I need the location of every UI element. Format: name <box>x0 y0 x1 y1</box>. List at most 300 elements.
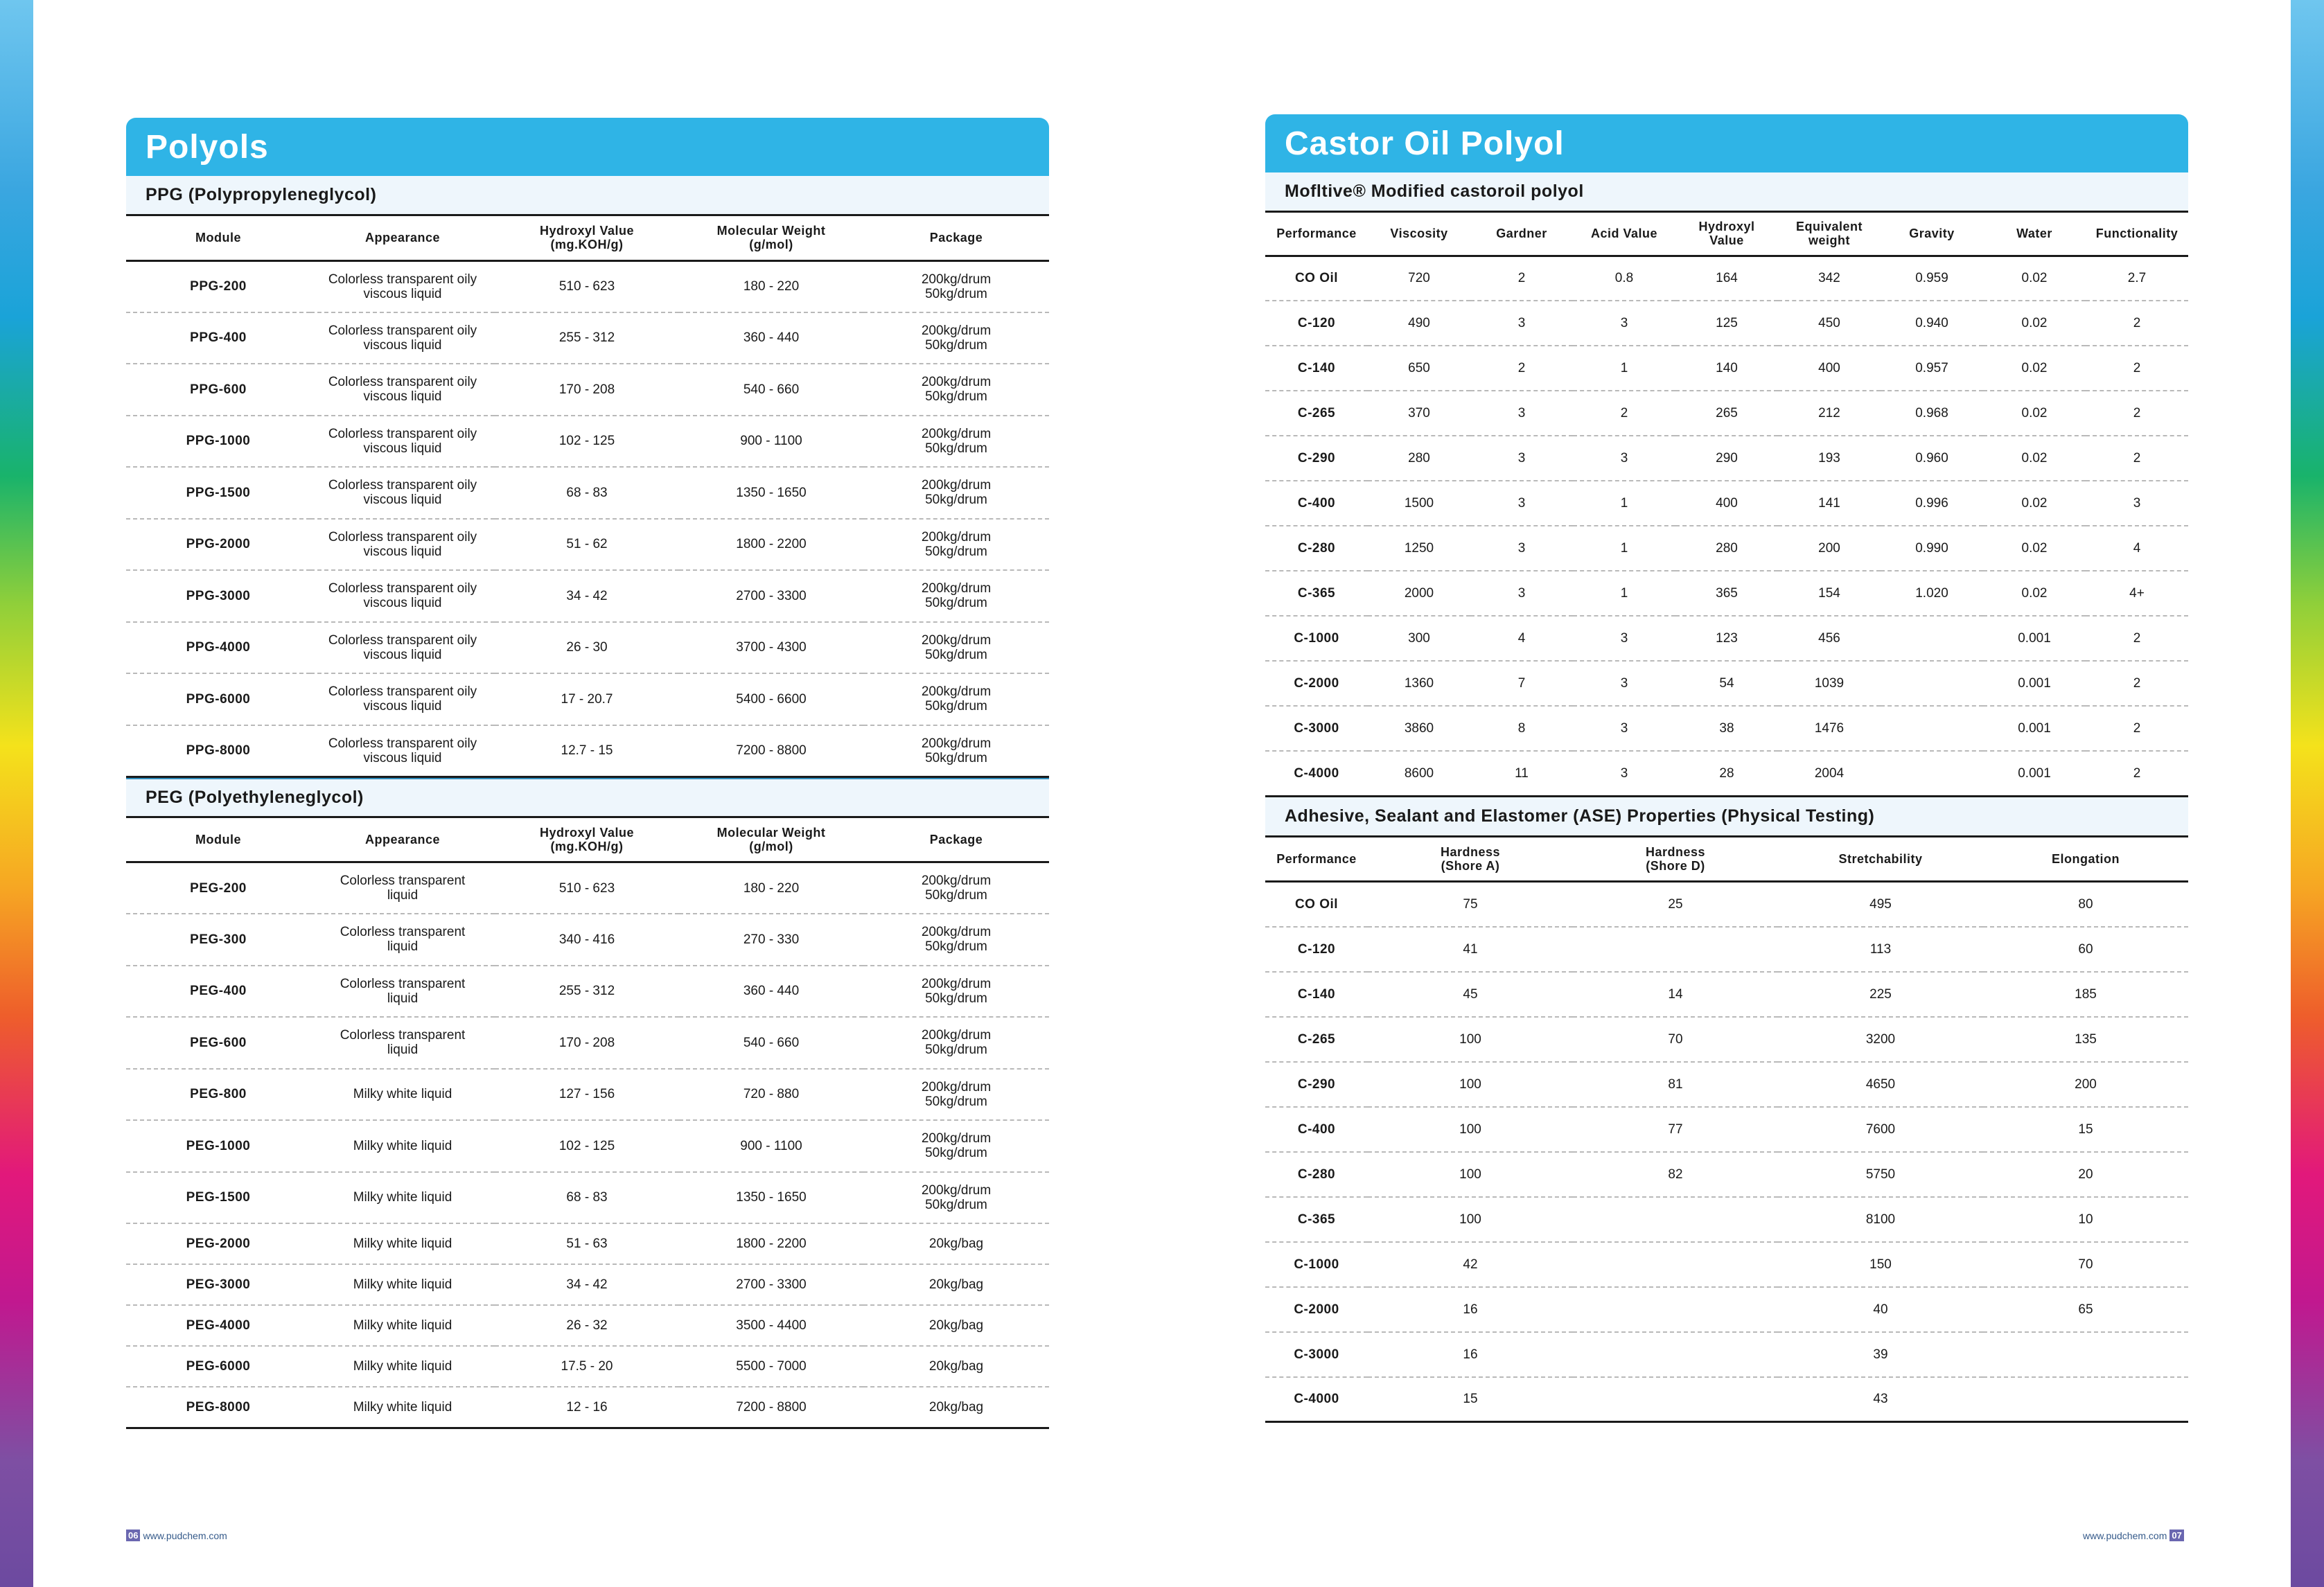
table-cell: 3 <box>1470 301 1573 346</box>
column-header: Gravity <box>1881 213 1983 256</box>
table-cell: 1476 <box>1778 706 1881 751</box>
peg-body <box>126 862 1049 1428</box>
table-cell: 0.001 <box>1983 751 2086 796</box>
table-cell: 4650 <box>1778 1062 1983 1107</box>
table-cell: 2 <box>2086 616 2188 661</box>
table-cell: 490 <box>1368 301 1470 346</box>
table-cell: 3500 - 4400 <box>679 1305 863 1346</box>
table-cell: 7600 <box>1778 1107 1983 1152</box>
table-cell: 100 <box>1368 1062 1573 1107</box>
table-cell: 200 <box>1778 526 1881 571</box>
column-header: Functionality <box>2086 213 2188 256</box>
row-label-cell: PPG-8000 <box>126 725 310 777</box>
table-cell: 0.960 <box>1881 436 1983 481</box>
table-row <box>1265 972 2188 1017</box>
column-header: Performance <box>1265 837 1368 882</box>
table-cell: 16 <box>1368 1332 1573 1377</box>
table-cell: 2 <box>2086 751 2188 796</box>
table-cell: 180 - 220 <box>679 260 863 312</box>
table-row <box>126 1120 1049 1172</box>
column-header: Viscosity <box>1368 213 1470 256</box>
row-label-cell: PPG-1000 <box>126 416 310 468</box>
table-cell: 400 <box>1778 346 1881 391</box>
table-cell <box>1573 1332 1778 1377</box>
table-row <box>126 1346 1049 1387</box>
table-cell: 0.996 <box>1881 481 1983 526</box>
table-row <box>1265 616 2188 661</box>
column-header: Package <box>863 216 1049 260</box>
table-cell: 2 <box>2086 301 2188 346</box>
row-label-cell: C-280 <box>1265 526 1368 571</box>
table-row <box>1265 346 2188 391</box>
table-cell <box>1573 1287 1778 1332</box>
table-cell: 102 - 125 <box>495 1120 679 1172</box>
table-cell: 200kg/drum 50kg/drum <box>863 416 1049 468</box>
table-cell: Milky white liquid <box>310 1069 495 1121</box>
row-label-cell: C-290 <box>1265 436 1368 481</box>
column-header: Elongation <box>1983 837 2188 882</box>
column-header: Gardner <box>1470 213 1573 256</box>
peg-table <box>126 818 1049 1429</box>
row-label-cell: PEG-2000 <box>126 1223 310 1264</box>
table-cell: Colorless transparent oily viscous liquid <box>310 467 495 519</box>
table-cell: 2000 <box>1368 571 1470 616</box>
table-cell: Colorless transparent oily viscous liquid <box>310 725 495 777</box>
table-cell: 4 <box>2086 526 2188 571</box>
table-cell: 2 <box>2086 661 2188 706</box>
column-header: Module <box>126 818 310 862</box>
table-cell: 0.001 <box>1983 616 2086 661</box>
table-cell: 1500 <box>1368 481 1470 526</box>
table-row <box>1265 1242 2188 1287</box>
table-cell: 200kg/drum 50kg/drum <box>863 570 1049 622</box>
row-label-cell: PEG-1000 <box>126 1120 310 1172</box>
table-row <box>1265 1332 2188 1377</box>
table-cell: 70 <box>1983 1242 2188 1287</box>
row-label-cell: C-1000 <box>1265 1242 1368 1287</box>
ppg-table <box>126 216 1049 778</box>
table-cell: 10 <box>1983 1197 2188 1242</box>
table-cell: 360 - 440 <box>679 966 863 1018</box>
table-cell: Colorless transparent oily viscous liquid <box>310 519 495 571</box>
table-cell: 39 <box>1778 1332 1983 1377</box>
table-cell: 7200 - 8800 <box>679 1387 863 1428</box>
table-cell: 200kg/drum 50kg/drum <box>863 1069 1049 1121</box>
table-cell: 290 <box>1675 436 1778 481</box>
table-cell: 365 <box>1675 571 1778 616</box>
table-cell: 34 - 42 <box>495 570 679 622</box>
table-cell: Colorless transparent liquid <box>310 914 495 966</box>
table-cell: 3 <box>1573 751 1675 796</box>
column-header: Equivalent weight <box>1778 213 1881 256</box>
table-row <box>126 1264 1049 1305</box>
table-cell: 3 <box>1470 526 1573 571</box>
table-row <box>1265 927 2188 972</box>
table-cell: 80 <box>1983 882 2188 927</box>
table-cell: 200kg/drum 50kg/drum <box>863 260 1049 312</box>
polyols-panel <box>126 118 1049 1429</box>
row-label-cell: CO Oil <box>1265 882 1368 927</box>
row-label-cell: C-2000 <box>1265 661 1368 706</box>
row-label-cell: C-140 <box>1265 972 1368 1017</box>
table-cell: 3 <box>1573 616 1675 661</box>
table-cell: 200 <box>1983 1062 2188 1107</box>
table-cell: 68 - 83 <box>495 467 679 519</box>
table-cell: 0.02 <box>1983 526 2086 571</box>
footer-url-left[interactable]: www.pudchem.com <box>143 1530 227 1541</box>
table-cell: 650 <box>1368 346 1470 391</box>
row-label-cell: PEG-200 <box>126 862 310 914</box>
table-cell: 5750 <box>1778 1152 1983 1197</box>
table-cell: 100 <box>1368 1107 1573 1152</box>
table-cell: 1250 <box>1368 526 1470 571</box>
table-cell: 0.968 <box>1881 391 1983 436</box>
table-cell: 0.957 <box>1881 346 1983 391</box>
column-header: Module <box>126 216 310 260</box>
row-label-cell: PEG-1500 <box>126 1172 310 1224</box>
table-row <box>1265 391 2188 436</box>
table-cell: 1800 - 2200 <box>679 519 863 571</box>
row-label-cell: PPG-2000 <box>126 519 310 571</box>
table-row <box>126 966 1049 1018</box>
table-cell: 140 <box>1675 346 1778 391</box>
row-label-cell: C-290 <box>1265 1062 1368 1107</box>
table-cell: 0.8 <box>1573 256 1675 301</box>
table-cell: Milky white liquid <box>310 1346 495 1387</box>
table-cell <box>1881 616 1983 661</box>
column-header: Hydroxyl Value <box>1675 213 1778 256</box>
table-row <box>126 862 1049 914</box>
table-cell: 125 <box>1675 301 1778 346</box>
polyols-title: Polyols <box>126 118 1049 176</box>
table-cell: 20kg/bag <box>863 1223 1049 1264</box>
table-row <box>1265 1062 2188 1107</box>
table-cell: 77 <box>1573 1107 1778 1152</box>
table-cell: 0.02 <box>1983 301 2086 346</box>
table-row <box>1265 1152 2188 1197</box>
table-cell: 141 <box>1778 481 1881 526</box>
table-cell: 1039 <box>1778 661 1881 706</box>
table-cell: 200kg/drum 50kg/drum <box>863 966 1049 1018</box>
table-cell: 2 <box>2086 436 2188 481</box>
ase-subtitle: Adhesive, Sealant and Elastomer (ASE) Properties (Physical Testing) <box>1265 797 2188 837</box>
table-cell: 200kg/drum 50kg/drum <box>863 519 1049 571</box>
table-cell: 2700 - 3300 <box>679 1264 863 1305</box>
row-label-cell: C-120 <box>1265 927 1368 972</box>
row-label-cell: PEG-300 <box>126 914 310 966</box>
table-cell: 200kg/drum 50kg/drum <box>863 467 1049 519</box>
table-cell: 270 - 330 <box>679 914 863 966</box>
column-header: Package <box>863 818 1049 862</box>
table-cell: 200kg/drum 50kg/drum <box>863 312 1049 364</box>
table-cell: 14 <box>1573 972 1778 1017</box>
table-cell: 20kg/bag <box>863 1264 1049 1305</box>
column-header: Hardness (Shore A) <box>1368 837 1573 882</box>
table-cell: 400 <box>1675 481 1778 526</box>
table-cell: 170 - 208 <box>495 364 679 416</box>
column-header: Stretchability <box>1778 837 1983 882</box>
table-cell <box>1881 751 1983 796</box>
table-cell: Milky white liquid <box>310 1305 495 1346</box>
table-cell: 75 <box>1368 882 1573 927</box>
table-cell: 45 <box>1368 972 1573 1017</box>
table-row <box>1265 882 2188 927</box>
table-cell: 342 <box>1778 256 1881 301</box>
page-number-left: 06 <box>126 1530 140 1541</box>
row-label-cell: C-365 <box>1265 571 1368 616</box>
row-label-cell: C-4000 <box>1265 751 1368 796</box>
column-header: Appearance <box>310 216 495 260</box>
table-cell: 8600 <box>1368 751 1470 796</box>
table-cell: 0.02 <box>1983 391 2086 436</box>
row-label-cell: PPG-6000 <box>126 673 310 725</box>
table-cell: 20kg/bag <box>863 1346 1049 1387</box>
table-cell: 255 - 312 <box>495 966 679 1018</box>
table-cell: 2 <box>2086 346 2188 391</box>
table-row <box>126 1069 1049 1121</box>
table-cell: 113 <box>1778 927 1983 972</box>
table-cell: 265 <box>1675 391 1778 436</box>
footer-right <box>2083 1530 2184 1541</box>
table-cell: 3 <box>1573 301 1675 346</box>
table-cell: 5400 - 6600 <box>679 673 863 725</box>
table-cell: 7 <box>1470 661 1573 706</box>
modified-subtitle: Mofltive® Modified castoroil polyol <box>1265 172 2188 213</box>
table-cell: 1 <box>1573 481 1675 526</box>
column-header: Hydroxyl Value (mg.KOH/g) <box>495 818 679 862</box>
table-cell: 51 - 62 <box>495 519 679 571</box>
row-label-cell: PEG-8000 <box>126 1387 310 1428</box>
table-cell: 280 <box>1368 436 1470 481</box>
table-cell: 510 - 623 <box>495 260 679 312</box>
table-cell: 0.959 <box>1881 256 1983 301</box>
row-label-cell: C-4000 <box>1265 1377 1368 1422</box>
table-row <box>126 1387 1049 1428</box>
table-cell: 495 <box>1778 882 1983 927</box>
table-cell: 4+ <box>2086 571 2188 616</box>
table-row <box>1265 661 2188 706</box>
table-cell: 123 <box>1675 616 1778 661</box>
table-cell: 1350 - 1650 <box>679 1172 863 1224</box>
table-row <box>126 1017 1049 1069</box>
column-header: Performance <box>1265 213 1368 256</box>
footer-left <box>126 1530 227 1541</box>
table-cell: 193 <box>1778 436 1881 481</box>
table-cell: 340 - 416 <box>495 914 679 966</box>
table-cell: 0.001 <box>1983 661 2086 706</box>
table-cell: 11 <box>1470 751 1573 796</box>
table-row <box>126 1305 1049 1346</box>
table-cell: 200kg/drum 50kg/drum <box>863 1172 1049 1224</box>
table-cell: 82 <box>1573 1152 1778 1197</box>
table-cell: 100 <box>1368 1152 1573 1197</box>
table-cell: 200kg/drum 50kg/drum <box>863 1120 1049 1172</box>
table-cell: 170 - 208 <box>495 1017 679 1069</box>
row-label-cell: PEG-6000 <box>126 1346 310 1387</box>
rainbow-edge-right <box>2291 0 2324 1587</box>
table-row <box>1265 436 2188 481</box>
column-header: Hardness (Shore D) <box>1573 837 1778 882</box>
row-label-cell: C-2000 <box>1265 1287 1368 1332</box>
castor-title: Castor Oil Polyol <box>1265 114 2188 172</box>
table-cell: 0.02 <box>1983 436 2086 481</box>
table-cell: 100 <box>1368 1017 1573 1062</box>
table-cell: 200kg/drum 50kg/drum <box>863 914 1049 966</box>
table-cell: 40 <box>1778 1287 1983 1332</box>
row-label-cell: C-140 <box>1265 346 1368 391</box>
table-row <box>1265 481 2188 526</box>
row-label-cell: C-3000 <box>1265 1332 1368 1377</box>
table-cell: 540 - 660 <box>679 364 863 416</box>
row-label-cell: PPG-1500 <box>126 467 310 519</box>
table-cell: 2.7 <box>2086 256 2188 301</box>
table-cell: 3700 - 4300 <box>679 622 863 674</box>
table-cell: 185 <box>1983 972 2188 1017</box>
column-header: Appearance <box>310 818 495 862</box>
table-cell: Colorless transparent liquid <box>310 1017 495 1069</box>
table-cell: 154 <box>1778 571 1881 616</box>
column-header: Molecular Weight (g/mol) <box>679 216 863 260</box>
table-cell: 8100 <box>1778 1197 1983 1242</box>
table-cell: 2 <box>1470 256 1573 301</box>
table-cell: 102 - 125 <box>495 416 679 468</box>
table-cell: 20 <box>1983 1152 2188 1197</box>
row-label-cell: PEG-400 <box>126 966 310 1018</box>
table-cell <box>1573 1242 1778 1287</box>
table-cell: 3 <box>1573 436 1675 481</box>
table-cell <box>1881 706 1983 751</box>
rainbow-edge-left <box>0 0 33 1587</box>
table-row <box>1265 1197 2188 1242</box>
table-cell: 5500 - 7000 <box>679 1346 863 1387</box>
table-cell: 70 <box>1573 1017 1778 1062</box>
row-label-cell: PEG-4000 <box>126 1305 310 1346</box>
castor-panel <box>1265 114 2188 1423</box>
table-cell: 720 <box>1368 256 1470 301</box>
table-cell: 135 <box>1983 1017 2188 1062</box>
table-cell: 3 <box>1470 571 1573 616</box>
table-cell: 12 - 16 <box>495 1387 679 1428</box>
table-cell: 2 <box>1573 391 1675 436</box>
table-cell: 3 <box>1573 661 1675 706</box>
table-cell: 3 <box>1470 436 1573 481</box>
table-row <box>126 1172 1049 1224</box>
table-cell: 1360 <box>1368 661 1470 706</box>
table-cell: 360 - 440 <box>679 312 863 364</box>
table-cell: 3860 <box>1368 706 1470 751</box>
table-row <box>1265 1107 2188 1152</box>
table-cell: 255 - 312 <box>495 312 679 364</box>
ppg-body <box>126 260 1049 777</box>
table-cell <box>1983 1332 2188 1377</box>
table-cell: 68 - 83 <box>495 1172 679 1224</box>
table-cell: 280 <box>1675 526 1778 571</box>
table-cell: Milky white liquid <box>310 1223 495 1264</box>
table-cell: 2700 - 3300 <box>679 570 863 622</box>
table-row <box>126 725 1049 777</box>
table-cell: 456 <box>1778 616 1881 661</box>
table-cell: 16 <box>1368 1287 1573 1332</box>
table-cell: 0.02 <box>1983 346 2086 391</box>
table-cell: 164 <box>1675 256 1778 301</box>
table-cell: 81 <box>1573 1062 1778 1107</box>
table-cell: 200kg/drum 50kg/drum <box>863 1017 1049 1069</box>
page-number-right: 07 <box>2169 1530 2183 1541</box>
table-row <box>1265 571 2188 616</box>
table-row <box>1265 1377 2188 1422</box>
row-label-cell: C-120 <box>1265 301 1368 346</box>
table-cell: 2 <box>2086 391 2188 436</box>
table-cell: 28 <box>1675 751 1778 796</box>
table-cell: Colorless transparent liquid <box>310 966 495 1018</box>
peg-header-row <box>126 818 1049 862</box>
table-cell <box>1573 1377 1778 1422</box>
table-cell: 41 <box>1368 927 1573 972</box>
row-label-cell: C-400 <box>1265 481 1368 526</box>
table-cell: Colorless transparent oily viscous liquid <box>310 416 495 468</box>
peg-subtitle: PEG (Polyethyleneglycol) <box>126 778 1049 818</box>
table-cell: 150 <box>1778 1242 1983 1287</box>
table-cell: 26 - 30 <box>495 622 679 674</box>
table-cell: 3 <box>2086 481 2188 526</box>
table-cell: 25 <box>1573 882 1778 927</box>
table-cell: 1800 - 2200 <box>679 1223 863 1264</box>
table-row <box>126 416 1049 468</box>
table-row <box>1265 301 2188 346</box>
table-cell: 20kg/bag <box>863 1387 1049 1428</box>
column-header: Molecular Weight (g/mol) <box>679 818 863 862</box>
table-cell: Colorless transparent liquid <box>310 862 495 914</box>
table-cell: 540 - 660 <box>679 1017 863 1069</box>
table-cell: 15 <box>1983 1107 2188 1152</box>
footer-url-right[interactable]: www.pudchem.com <box>2083 1530 2167 1541</box>
table-cell: 510 - 623 <box>495 862 679 914</box>
table-cell <box>1573 1197 1778 1242</box>
table-cell: 38 <box>1675 706 1778 751</box>
modified-body <box>1265 256 2188 796</box>
ppg-subtitle: PPG (Polypropyleneglycol) <box>126 176 1049 216</box>
ase-body <box>1265 882 2188 1422</box>
table-row <box>126 364 1049 416</box>
table-row <box>126 519 1049 571</box>
table-row <box>126 673 1049 725</box>
ase-header-row <box>1265 837 2188 882</box>
row-label-cell: C-280 <box>1265 1152 1368 1197</box>
table-cell: 225 <box>1778 972 1983 1017</box>
column-header: Hydroxyl Value (mg.KOH/g) <box>495 216 679 260</box>
table-cell: 450 <box>1778 301 1881 346</box>
table-cell: Colorless transparent oily viscous liquid <box>310 570 495 622</box>
table-cell: 1 <box>1573 526 1675 571</box>
table-cell: 65 <box>1983 1287 2188 1332</box>
table-cell: 60 <box>1983 927 2188 972</box>
table-cell: Colorless transparent oily viscous liquid <box>310 673 495 725</box>
table-cell: 370 <box>1368 391 1470 436</box>
table-cell: 3 <box>1470 391 1573 436</box>
table-cell: 200kg/drum 50kg/drum <box>863 673 1049 725</box>
column-header: Water <box>1983 213 2086 256</box>
row-label-cell: C-1000 <box>1265 616 1368 661</box>
table-row <box>1265 526 2188 571</box>
table-cell: 42 <box>1368 1242 1573 1287</box>
row-label-cell: PEG-3000 <box>126 1264 310 1305</box>
table-row <box>126 467 1049 519</box>
row-label-cell: PPG-200 <box>126 260 310 312</box>
table-cell <box>1881 661 1983 706</box>
table-cell: 200kg/drum 50kg/drum <box>863 725 1049 777</box>
table-cell: 200kg/drum 50kg/drum <box>863 622 1049 674</box>
table-cell: Milky white liquid <box>310 1387 495 1428</box>
